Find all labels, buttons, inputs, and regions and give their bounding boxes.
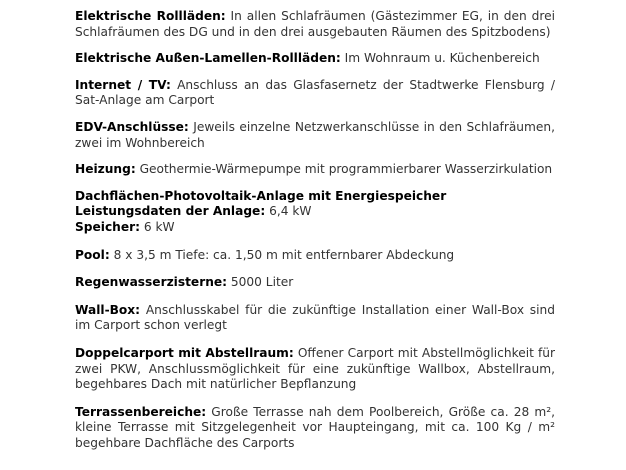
entry-value: Große Terrasse nah dem Poolbereich, Größe ca. 28 m², kleine Terrasse mit Sitzgelegenheit vor Haupteingang, mit ca. 100 Kg / m² begehbare Dachfläche des Carports: [75, 404, 556, 450]
entry-label: Heizung:: [75, 162, 136, 177]
entry-label: Elektrische Außen-Lamellen-Rollläden:: [75, 51, 341, 66]
entry-value: Jeweils einzelne Netzwerkanschlüsse in den Schlafräumen, zwei im Wohnbereich: [75, 119, 556, 150]
entry-value: 8 x 3,5 m Tiefe: ca. 1,50 m mit entfernbarer Abdeckung: [113, 247, 455, 262]
entry-label: Wall-Box:: [75, 302, 141, 317]
entry-value: 6 kW: [143, 219, 175, 234]
entry-line: [75, 220, 555, 236]
entry-line: [75, 204, 555, 220]
entry-heading: Dachflächen-Photovoltaik-Anlage mit Energiespeicher: [75, 188, 447, 203]
entry-photovoltaik: [75, 189, 555, 236]
entry-label: Pool:: [75, 247, 110, 262]
entry-label: Speicher:: [75, 219, 140, 234]
entry-value: Im Wohnraum u. Küchenbereich: [344, 51, 540, 66]
entry-label: EDV-Anschlüsse:: [75, 119, 189, 134]
entry-value: Geothermie-Wärmepumpe mit programmierbarer Wasserzirkulation: [139, 162, 553, 177]
entry-value: 5000 Liter: [230, 275, 294, 290]
entry-value: 6,4 kW: [269, 204, 312, 219]
entry-label: Elektrische Rollläden:: [75, 9, 226, 23]
entry-regenwasserzisterne: [75, 275, 555, 291]
entry-rolllaeden: [75, 9, 555, 40]
entry-terrassenbereiche: [75, 405, 555, 452]
document-page: [75, 9, 555, 451]
entry-pool: [75, 248, 555, 264]
entry-value: Anschlusskabel für die zukünftige Installation einer Wall-Box sind im Carport schon verlegt: [75, 302, 556, 333]
entry-value: Anschluss an das Glasfasernetz der Stadtwerke Flensburg / Sat-Anlage am Carport: [75, 77, 556, 108]
entry-label: Terrassenbereiche:: [75, 404, 207, 419]
entry-label: Internet / TV:: [75, 77, 171, 92]
entry-label: Doppelcarport mit Abstellraum:: [75, 345, 294, 360]
entry-wall-box: [75, 303, 555, 334]
entry-heizung: [75, 162, 555, 178]
entry-value: In allen Schlafräumen (Gästezimmer EG, in den drei Schlafräumen des DG und in den drei ausgebauten Räumen des Spitzbodens): [75, 9, 556, 39]
entry-label: Leistungsdaten der Anlage:: [75, 204, 266, 219]
entry-internet-tv: [75, 78, 555, 109]
entry-lamellen-rolllaeden: [75, 51, 555, 67]
entry-doppelcarport: [75, 346, 555, 393]
entry-value: Offener Carport mit Abstellmöglichkeit für zwei PKW, Anschlussmöglichkeit für eine zukünftige Wallbox, Abstellraum, begehbares Dach mit natürlicher Bepflanzung: [75, 345, 555, 392]
entry-edv-anschluesse: [75, 120, 555, 151]
entry-label: Regenwasserzisterne:: [75, 275, 228, 290]
